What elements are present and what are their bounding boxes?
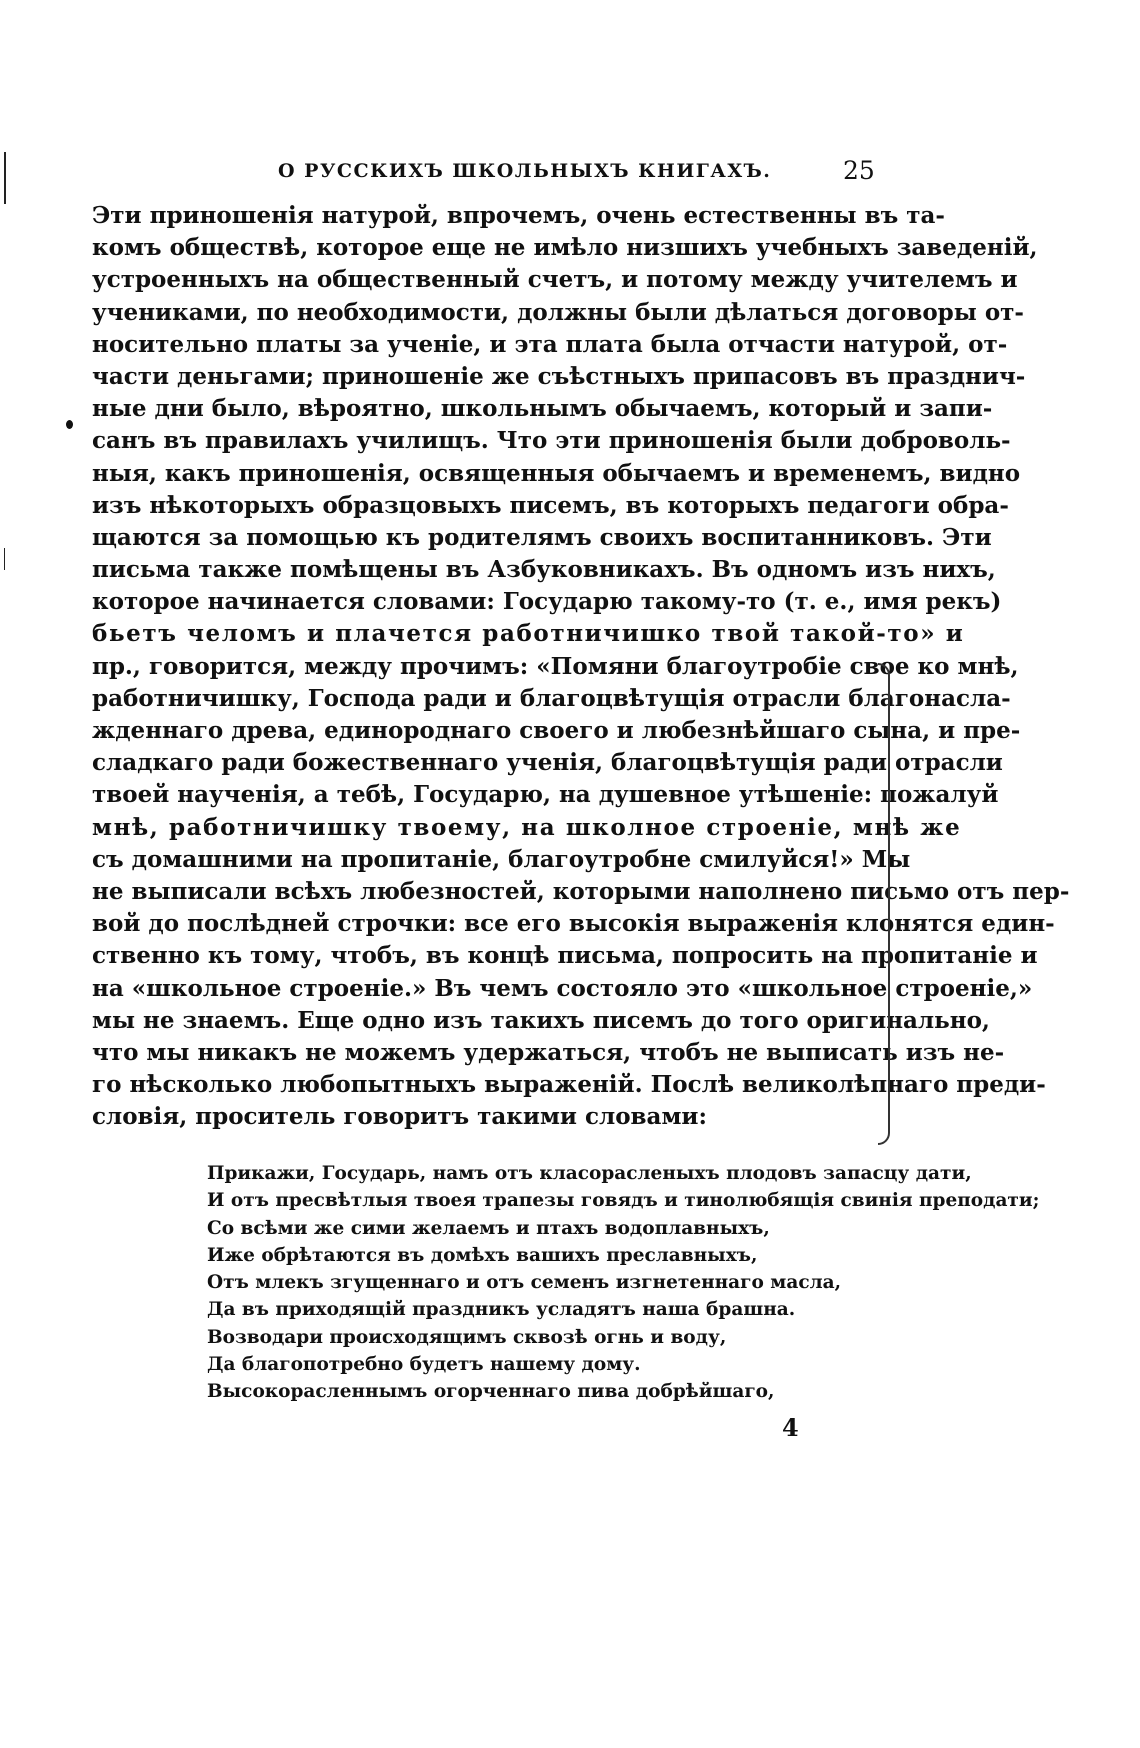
paragraph-line: ственно къ тому, чтобъ, въ концѣ письма, попросить на пропитаніе и xyxy=(92,942,1038,970)
paragraph-line: жденнаго древа, единороднаго своего и любезнѣйшаго сына, и пре- xyxy=(92,717,1021,744)
paragraph-line: санъ въ правилахъ училищъ. Что эти приношенія были доброволь- xyxy=(92,427,1011,455)
paragraph-line: письма также помѣщены въ Азбуковникахъ. Въ одномъ изъ нихъ, xyxy=(92,556,996,584)
main-paragraph xyxy=(92,200,1070,1133)
verse-line: Отъ млекъ згущеннаго и отъ семенъ изгнетеннаго масла, xyxy=(207,1272,842,1294)
paragraph-line: ныя, какъ приношенія, освященныя обычаемъ и временемъ, видно xyxy=(92,459,1021,487)
running-header-title: О РУССКИХЪ ШКОЛЬНЫХЪ КНИГАХЪ. xyxy=(278,160,772,182)
verse-line: Иже обрѣтаются въ домѣхъ вашихъ преславныхъ, xyxy=(207,1244,758,1266)
verse-line: Да въ приходящій праздникъ усладятъ наша брашна. xyxy=(207,1299,796,1321)
paragraph-line: Эти приношенія натурой, впрочемъ, очень естественны въ та- xyxy=(92,202,945,229)
page-number: 25 xyxy=(843,156,875,185)
verse-line: Высокорасленнымъ огорченнаго пива добрѣйшаго, xyxy=(207,1381,775,1403)
verse-line: Возводари происходящимъ сквозѣ огнь и воду, xyxy=(207,1326,727,1348)
verse-line: Прикажи, Государь, намъ отъ класорасленыхъ плодовъ запасцу дати, xyxy=(207,1163,972,1184)
verse-line: Да благопотребно будетъ нашему дому. xyxy=(207,1354,641,1376)
paragraph-line: съ домашними на пропитаніе, благоутробне смилуйся!» Мы xyxy=(92,845,911,873)
paragraph-line: на «школьное строеніе.» Въ чемъ состояло это «школьное строеніе,» xyxy=(92,974,1033,1002)
paragraph-line: не выписали всѣхъ любезностей, которыми наполнено письмо отъ пер- xyxy=(92,877,1070,905)
paragraph-line: комъ обществѣ, которое еще не имѣло низшихъ учебныхъ заведеній, xyxy=(92,234,1038,262)
left-edge-scan-mark xyxy=(4,152,6,204)
printer-signature-mark: 4 xyxy=(782,1413,799,1442)
paragraph-line: мнѣ, работничишку твоему, на школное строеніе, мнѣ же xyxy=(92,813,962,841)
paragraph-line: словія, проситель говоритъ такими словами: xyxy=(92,1103,707,1131)
paragraph-line: носительно платы за ученіе, и эта плата была отчасти натурой, от- xyxy=(92,330,1008,358)
paragraph-line: работничишку, Господа ради и благоцвѣтущія отрасли благонасла- xyxy=(92,684,1011,712)
verse-quotation xyxy=(207,1160,1040,1406)
paragraph-line: устроенныхъ на общественный счетъ, и потому между учителемъ и xyxy=(92,266,1018,294)
margin-bullet-mark xyxy=(66,420,73,429)
paragraph-line: мы не знаемъ. Еще одно изъ такихъ писемъ до того оригинально, xyxy=(92,1006,990,1034)
paragraph-line: части деньгами; приношеніе же съѣстныхъ припасовъ въ празднич- xyxy=(92,362,1026,390)
verse-line: Со всѣми же сими желаемъ и птахъ водоплавныхъ, xyxy=(207,1217,770,1239)
paragraph-line: вой до послѣдней строчки: все его высокія выраженія клонятся един- xyxy=(92,910,1055,938)
paragraph-line: учениками, по необходимости, должны были дѣлаться договоры от- xyxy=(92,298,1024,326)
left-edge-scan-mark xyxy=(4,548,5,570)
paragraph-line: пр., говорится, между прочимъ: «Помяни благоутробіе свое ко мнѣ, xyxy=(92,652,1019,680)
verse-line: И отъ пресвѣтлыя твоея трапезы говядъ и тинолюбящія свинія преподати; xyxy=(207,1190,1040,1212)
paragraph-line: твоей наученія, а тебѣ, Государю, на душевное утѣшеніе: пожалуй xyxy=(92,781,999,809)
paragraph-line: которое начинается словами: Государю такому-то (т. е., имя рекъ) xyxy=(92,588,1002,616)
paragraph-line: щаются за помощью къ родителямъ своихъ воспитанниковъ. Эти xyxy=(92,523,992,551)
paragraph-line: ные дни было, вѣроятно, школьнымъ обычаемъ, который и запи- xyxy=(92,395,993,423)
margin-bracket-mark xyxy=(878,663,890,1145)
paragraph-line: что мы никакъ не можемъ удержаться, чтобъ не выписать изъ не- xyxy=(92,1038,1005,1066)
paragraph-line: изъ нѣкоторыхъ образцовыхъ писемъ, въ которыхъ педагоги обра- xyxy=(92,491,1009,519)
paragraph-line: го нѣсколько любопытныхъ выраженій. Послѣ великолѣпнаго преди- xyxy=(92,1071,1046,1099)
paragraph-line: сладкаго ради божественнаго ученія, благоцвѣтущія ради отрасли xyxy=(92,749,1003,777)
paragraph-line: бьетъ челомъ и плачется работничишко твой такой-то» и xyxy=(92,620,965,648)
